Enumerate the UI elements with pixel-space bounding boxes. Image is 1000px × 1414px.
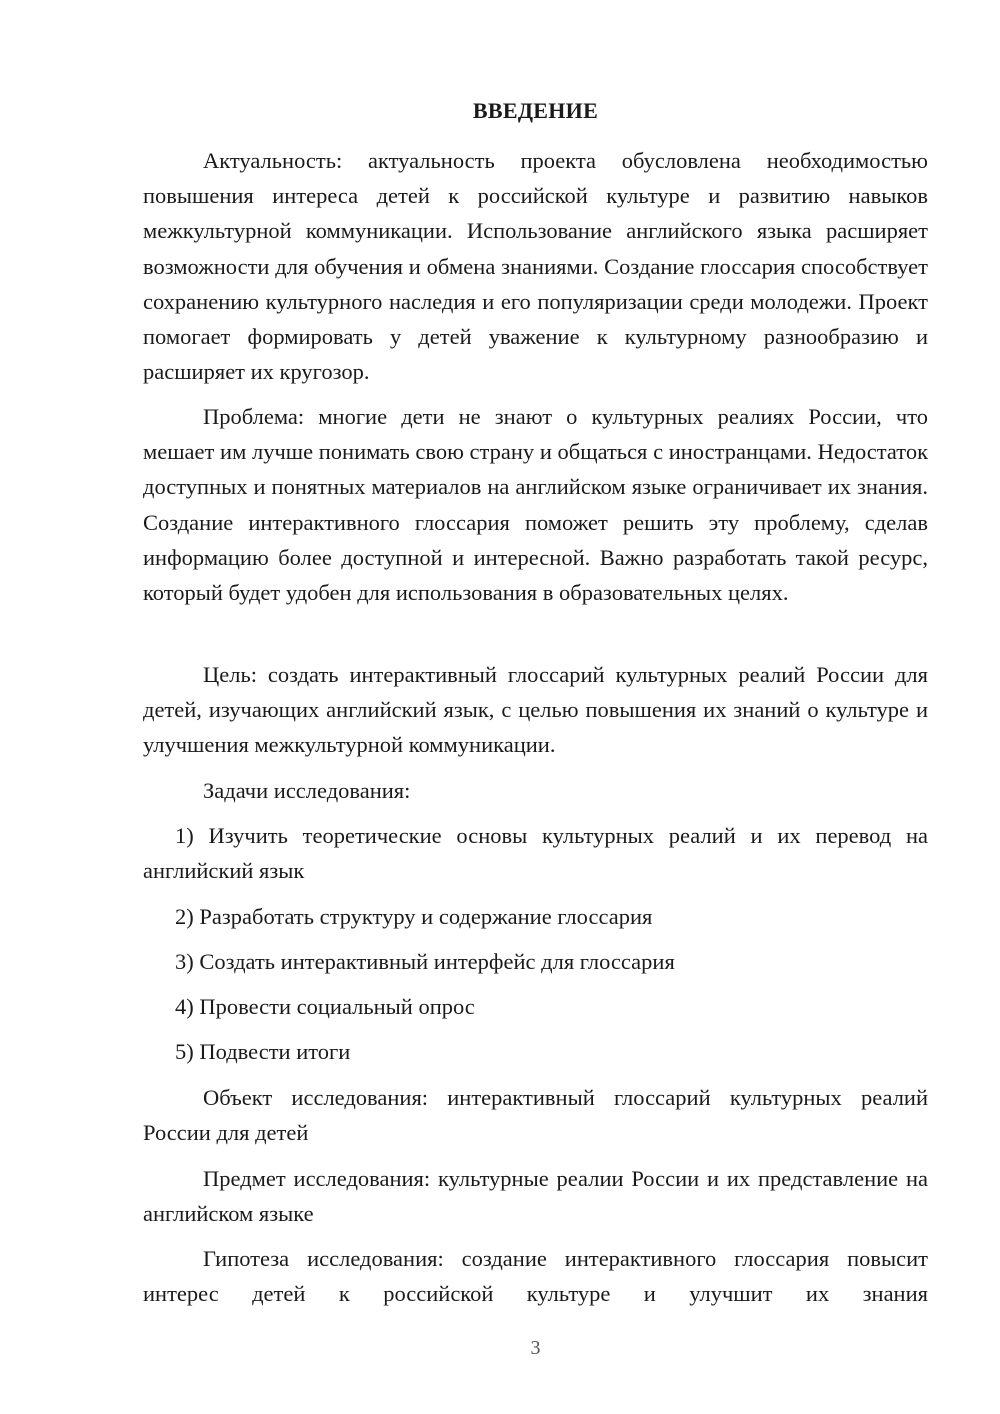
list-item: 1) Изучить теоретические основы культурных реалий и их перевод на английский язык: [143, 823, 928, 884]
paragraph-problem: Проблема: многие дети не знают о культурных реалиях России, что мешает им лучше понимать свою страну и общаться с иностранцами. Недостаток доступных и понятных материалов на английском языке ограничивает их знания. Создание интерактивного глоссария поможет решить эту проблему, сделав информацию более доступной и интересной. Важно разработать такой ресурс, который будет удобен для использования в образовательных целях.: [143, 404, 928, 606]
paragraph-goal: Цель: создать интерактивный глоссарий культурных реалий России для детей, изучающих английский язык, с целью повышения их знаний о культуре и улучшения межкультурной коммуникации.: [143, 662, 928, 758]
list-item: 2) Разработать структуру и содержание глоссария: [175, 904, 653, 929]
document-page: [143, 0, 928, 1414]
page-number: 3: [530, 1337, 541, 1359]
list-item: 3) Создать интерактивный интерфейс для глоссария: [175, 949, 675, 974]
paragraph-object: Объект исследования: интерактивный глоссарий культурных реалий России для детей: [143, 1085, 928, 1146]
list-item: 5) Подвести итоги: [175, 1039, 351, 1064]
paragraph-relevance: Актуальность: актуальность проекта обусловлена необходимостью повышения интереса детей к российской культуре и развитию навыков межкультурной коммуникации. Использование английского языка расширяет возможности для обучения и обмена знаниями. Создание глоссария способствует сохранению культурного наследия и его популяризации среди молодежи. Проект помогает формировать у детей уважение к культурному разнообразию и расширяет их кругозор.: [143, 148, 928, 385]
paragraph-subject: Предмет исследования: культурные реалии России и их представление на английском языке: [143, 1166, 928, 1227]
page-title: ВВЕДЕНИЕ: [472, 98, 599, 123]
paragraph-hypothesis: Гипотеза исследования: создание интерактивного глоссария повысит интерес детей к российской культуре и улучшит их знания: [143, 1246, 928, 1307]
tasks-heading: Задачи исследования:: [203, 778, 411, 803]
list-item: 4) Провести социальный опрос: [175, 994, 475, 1019]
